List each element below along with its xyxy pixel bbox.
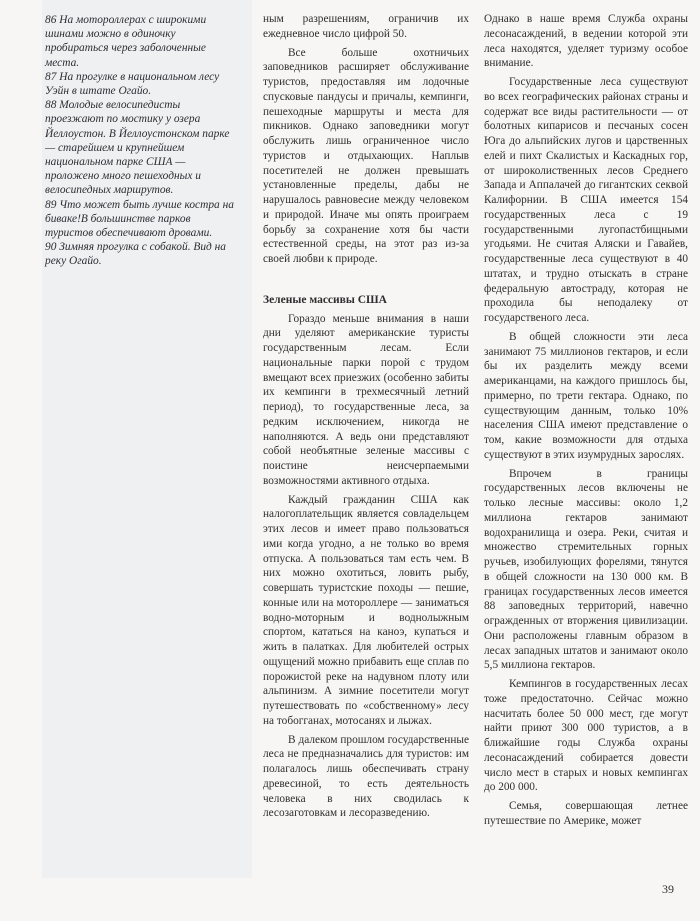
paragraph: Кемпингов в государственных лесах тоже предостаточно. Сейчас можно насчитать более 50 000 мест, где могут найти приют 300 000 туристов, а в ближайшие годы Служба охраны лесонасаждений собирается довести число мест в старых и новых кемпингах до 200 000. [484,678,688,794]
page-number: 39 [662,882,674,896]
text-column-right [484,12,688,829]
caption-87: 87 На прогулке в национальном лесу Уэйн в штате Огайо. [45,70,220,98]
paragraph: Гораздо меньше внимания в наши дни уделяют американские туристы государственным лесам. Если национальные парки порой с трудом вмещают всех приезжих (особенно забиты их кемпинги в трехмесячный летний период), то государственные леса, за редким исключением, никогда не наполняются. А ведь они представляют собой необъятные зеленые массивы с поистине неисчерпаемыми возможностями активного отдыха. [263,312,469,487]
caption-90: 90 Зимняя прогулка с собакой. Вид на реку Огайо. [45,241,226,268]
paragraph: Каждый гражданин США как налогоплательщик является совладельцем этих лесов и имеет право пользоваться ими когда угодно, а не только во время отпуска. А пользоваться там есть чем. В них можно охотиться, ловить рыбу, совершать туристские походы — пешие, конные или на мотороллере — заниматься водно-моторным и воднолыжным спортом, кататься на каноэ, купаться и жить в палатках. Для любителей острых ощущений можно прибавить еще сплав по порожистой реке на надувном плоту или альпинизм. А зимние посетители могут путешествовать по «собственному» лесу на тобогганах, мотосанях и лыжах. [263,493,469,727]
paragraph: ным разрешениям, ограничив их ежедневное число цифрой 50. [263,13,469,40]
caption-89: 89 Что может быть лучше костра на биваке!В большинстве парков туристов обеспечивают дровами. [45,198,234,240]
paragraph: В общей сложности эти леса занимают 75 миллионов гектаров, и если бы их разделить между всеми американцами, на каждого пришлось бы, примерно, по трети гектара. Однако, по существующим данным, только 10% населения США имеют представление о том, какие возможности для отдыха существуют в этих изумрудных зарослях. [484,330,688,461]
paragraph: Впрочем в границы государственных лесов включены не только лесные массивы: около 1,2 миллиона гектаров занимают водохранилища и озера. Реки, считая и множество стремительных горных ручьев, изобилующих форелями, тянутся в общей сложности на 130 000 км. В границах государственных лесов имеется 88 заповедных территорий, навечно огражденных от вторжения цивилизации. Они расположены главным образом в лесах западных штатов и занимают около 5,5 миллиона гектаров. [484,467,688,672]
paragraph: Семья, совершающая летнее путешествие по Америке, может [484,800,688,827]
section-heading: Зеленые массивы США [263,293,387,306]
photo-captions [45,13,240,269]
text-column-middle [263,12,469,821]
paragraph: В далеком прошлом государственные леса не предназначались для туристов: им полагалось лишь обеспечивать страну древесиной, то есть деятельность человека в них сводилась к лесозаготовкам и лесоразведению. [263,733,469,820]
caption-88: 88 Молодые велосипедисты проезжают по мостику у озера Йеллоустон. В Йеллоустонском парке — старейшем и крупнейшем национальном парке США — проложено много пешеходных и велосипедных маршрутов. [45,99,230,197]
caption-86: 86 На мотороллерах с широкими шинами можно в одиночку пробираться через заболоченные места. [45,14,207,69]
paragraph: Государственные леса существуют во всех географических районах страны и содержат все виды растительности — от болотных кипарисов и песчаных сосен Юга до альпийских лугов и царственных елей и пихт Скалистых и Каскадных гор, от широколиственных лесов Среднего Запада и Аппалачей до гигантских секвой Калифорнии. В США имеется 154 государственных леса с 19 государственными лугопастбищными угодьями. Не считая Аляски и Гавайев, государственные леса существуют в 40 штатах, и трудно отыскать в стране федеральную автостраду, которая не проходила бы неподалеку от государственого леса. [484,76,688,324]
paragraph: Все больше охотничьих заповедников расширяет обслуживание туристов, предоставляя им лодочные спусковые пандусы и причалы, кемпинги, пешеходные маршруты и места для пикников. Однако заповедники могут обслужить лишь ограниченное число туристов и отдыхающих. Наплыв посетителей не должен превышать установленные пределы, дабы не нарушалось равновесие между человеком и природой. Иначе мы опять проиграем борьбу за сохранение хотя бы части естественной среды, на этот раз из-за своей любви к природе. [263,46,469,265]
paragraph: Однако в наше время Служба охраны лесонасаждений, в ведении которой эти леса находятся, уделяет туризму особое внимание. [484,13,688,70]
